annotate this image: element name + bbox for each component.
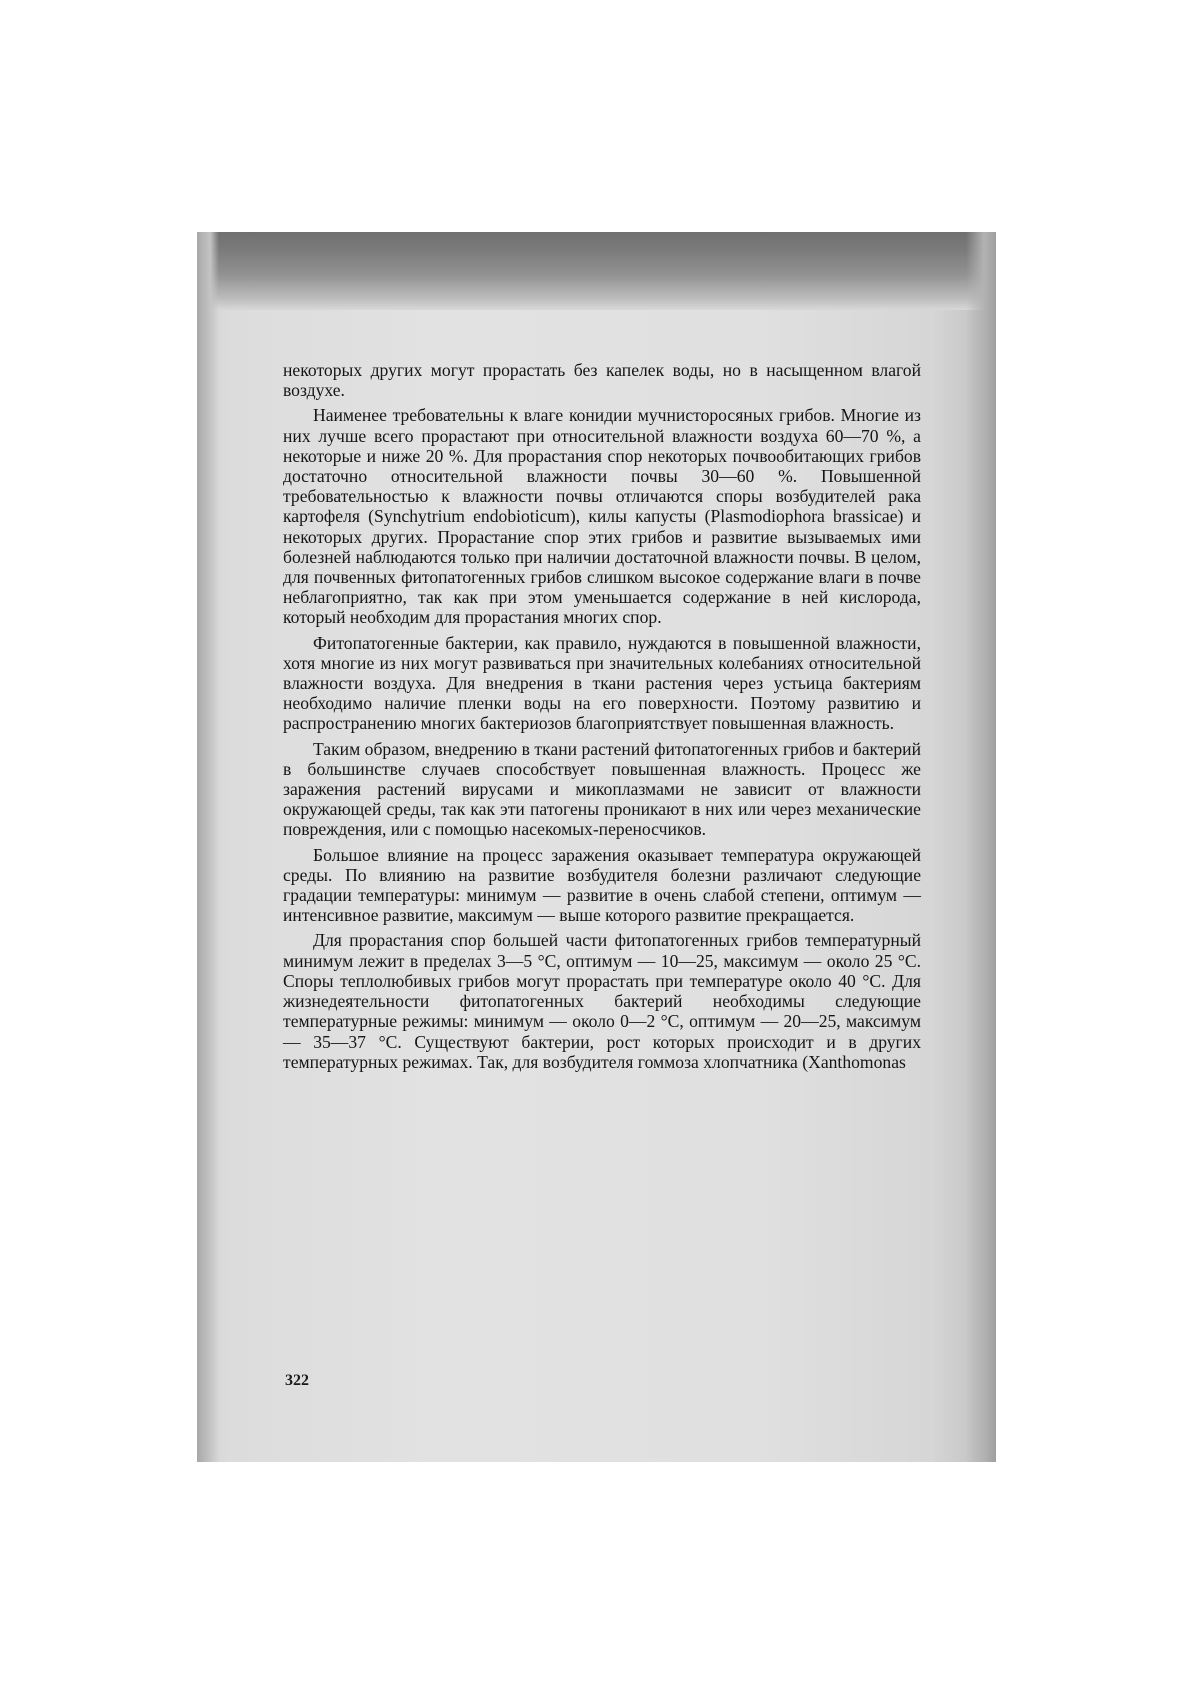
scanned-page: [197, 232, 996, 1462]
paragraph-5: Большое влияние на процесс заражения оказывает температура окружающей среды. По влиянию на развитие возбудителя болезни различают следующие градации температуры: минимум — развитие в очень слабой степени, оптимум — интенсивное развитие, максимум — выше которого развитие прекращается.: [283, 844, 921, 926]
paragraph-3: Фитопатогенные бактерии, как правило, нуждаются в повышенной влажности, хотя многие из них могут развиваться при значительных колебаниях относительной влажности воздуха. Для внедрения в ткани растения через устьица бактериям необходимо наличие пленки воды на его поверхности. Поэтому развитию и распространению многих бактериозов благоприятствует повышенная влажность.: [283, 632, 921, 734]
page-number: 322: [285, 1372, 309, 1389]
paragraph-1: некоторых других могут прорастать без капелек воды, но в насыщенном влагой воздухе.: [283, 360, 921, 401]
paragraph-6: Для прорастания спор большей части фитопатогенных грибов температурный минимум лежит в пределах 3—5 °С, оптимум — 10—25, максимум — около 25 °С. Споры теплолюбивых грибов могут прорастать при температуре около 40 °С. Для жизнедеятельности фитопатогенных бактерий необходимы следующие температурные режимы: минимум — около 0—2 °С, оптимум — 20—25, максимум — 35—37 °С. Существуют бактерии, рост которых происходит и в других температурных режимах. Так, для возбудителя гоммоза хлопчатника (Xanthomonas: [283, 930, 921, 1072]
page-body-text: [283, 360, 921, 1077]
scan-left-edge: [197, 232, 219, 1462]
paragraph-2: Наименее требовательны к влаге конидии мучнисторосяных грибов. Многие из них лучше всего прорастают при относительной влажности воздуха 60—70 %, а некоторые и ниже 20 %. Для прорастания спор некоторых почвообитающих грибов достаточно относительной влажности почвы 30—60 %. Повышенной требовательностью к влажности почвы отличаются споры возбудителей рака картофеля (Synchytrium endobioticum), килы капусты (Plasmodiophora brassicae) и некоторых других. Прорастание спор этих грибов и развитие вызываемых ими болезней наблюдаются только при наличии достаточной влажности почвы. В целом, для почвенных фитопатогенных грибов слишком высокое содержание влаги в почве неблагоприятно, так как при этом уменьшается содержание в ней кислорода, который необходим для прорастания многих спор.: [283, 405, 921, 628]
scan-top-shadow: [197, 232, 996, 310]
paragraph-4: Таким образом, внедрению в ткани растений фитопатогенных грибов и бактерий в большинстве случаев способствует повышенная влажность. Процесс же заражения растений вирусами и микоплазмами не зависит от влажности окружающей среды, так как эти патогены проникают в них или через механические повреждения, или с помощью насекомых-переносчиков.: [283, 738, 921, 840]
scan-right-edge: [966, 232, 996, 1462]
